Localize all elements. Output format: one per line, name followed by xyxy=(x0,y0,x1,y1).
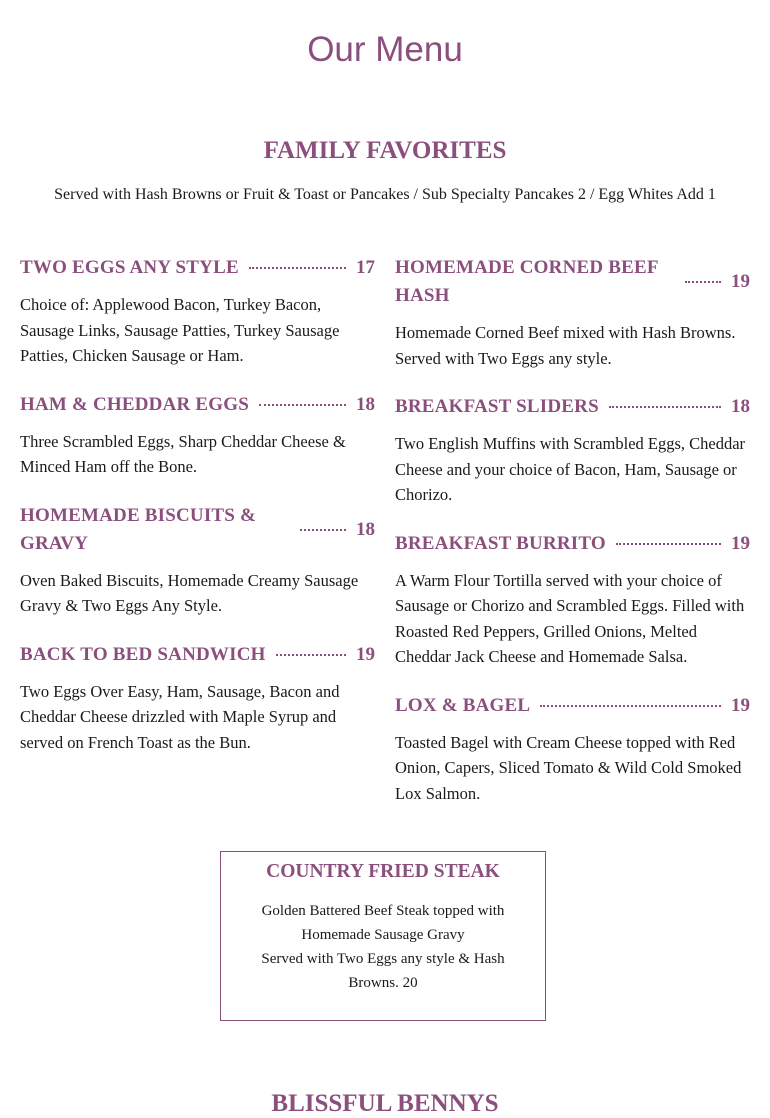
menu-item-header xyxy=(20,502,375,558)
menu-item xyxy=(395,254,750,371)
menu-item-price: 18 xyxy=(356,393,375,415)
menu-item-price: 18 xyxy=(731,396,750,417)
menu-item-header xyxy=(20,391,375,419)
menu-item-description: Three Scrambled Eggs, Sharp Cheddar Cheese & Minced Ham off the Bone. xyxy=(20,431,346,476)
menu-item-price: 17 xyxy=(356,257,375,278)
menu-item-description: Homemade Corned Beef mixed with Hash Browns. Served with Two Eggs any style. xyxy=(395,323,736,368)
dot-leader xyxy=(616,543,721,545)
dot-leader xyxy=(259,404,346,406)
menu-item-name: BREAKFAST SLIDERS xyxy=(395,396,599,417)
menu-item xyxy=(20,391,375,480)
menu-item-description: Two English Muffins with Scrambled Eggs, Cheddar Cheese and your choice of Bacon, Ham, Sausage or Chorizo. xyxy=(395,434,746,504)
menu-item-description: Oven Baked Biscuits, Homemade Creamy Sausage Gravy & Two Eggs Any Style. xyxy=(20,570,359,615)
menu-item xyxy=(395,692,750,807)
menu-item-price: 18 xyxy=(356,518,375,540)
special-description-line: Served with Two Eggs any style & Hash Browns. 20 xyxy=(261,951,505,991)
menu-item-description: Toasted Bagel with Cream Cheese topped with Red Onion, Capers, Sliced Tomato & Wild Cold Smoked Lox Salmon. xyxy=(395,732,742,803)
menu-item-name: BACK TO BED SANDWICH xyxy=(20,643,266,665)
menu-item-header xyxy=(395,692,750,720)
menu-item-header xyxy=(395,530,750,558)
menu-item-name: BREAKFAST BURRITO xyxy=(395,532,606,554)
dot-leader xyxy=(685,281,721,283)
menu-item-header xyxy=(395,393,750,421)
menu-item-price: 19 xyxy=(356,643,375,665)
dot-leader xyxy=(609,406,721,408)
menu-item-price: 19 xyxy=(731,694,750,716)
dot-leader xyxy=(276,654,346,656)
menu-item xyxy=(20,641,375,756)
section-subtitle: Served with Hash Browns or Fruit & Toast or Pancakes / Sub Specialty Pancakes 2 / Egg Whites Add 1 xyxy=(54,186,716,203)
special-description xyxy=(251,899,515,995)
page-title: Our Menu xyxy=(307,30,463,69)
menu-item-description: A Warm Flour Tortilla served with your choice of Sausage or Chorizo and Scrambled Eggs. Filled with Roasted Red Peppers, Grilled Onions, Melted Cheddar Jack Cheese and Homemade Salsa. xyxy=(395,570,745,666)
dot-leader xyxy=(300,529,346,531)
section-title-blissful-bennys: BLISSFUL BENNYS xyxy=(271,1090,499,1117)
menu-item-name: HOMEMADE CORNED BEEF HASH xyxy=(395,257,658,306)
menu-item-header xyxy=(20,641,375,669)
menu-item-name: TWO EGGS ANY STYLE xyxy=(20,257,239,278)
menu-item-header xyxy=(395,254,750,310)
menu-item-name: HAM & CHEDDAR EGGS xyxy=(20,393,249,415)
special-title: COUNTRY FRIED STEAK xyxy=(266,861,500,882)
special-feature-box xyxy=(220,851,546,1021)
menu-item-description: Choice of: Applewood Bacon, Turkey Bacon, Sausage Links, Sausage Patties, Turkey Sausage Patties, Chicken Sausage or Ham. xyxy=(20,295,340,365)
menu-item-description: Two Eggs Over Easy, Ham, Sausage, Bacon and Cheddar Cheese drizzled with Maple Syrup and served on French Toast as the Bun. xyxy=(20,681,340,752)
menu-item-name: HOMEMADE BISCUITS & GRAVY xyxy=(20,504,257,554)
dot-leader xyxy=(540,705,721,707)
menu-item-name: LOX & BAGEL xyxy=(395,694,531,716)
menu-item xyxy=(20,254,375,369)
section-title-family-favorites: FAMILY FAVORITES xyxy=(263,137,507,164)
menu-item-price: 19 xyxy=(731,532,750,554)
special-description-line: Golden Battered Beef Steak topped with Homemade Sausage Gravy xyxy=(261,903,505,943)
menu-item-header xyxy=(20,254,375,282)
menu-item xyxy=(20,502,375,619)
dot-leader xyxy=(249,267,346,269)
menu-item xyxy=(395,530,750,670)
menu-column-left xyxy=(20,254,375,777)
menu-item xyxy=(395,393,750,508)
menu-column-right xyxy=(395,254,750,828)
menu-item-price: 19 xyxy=(731,271,750,292)
